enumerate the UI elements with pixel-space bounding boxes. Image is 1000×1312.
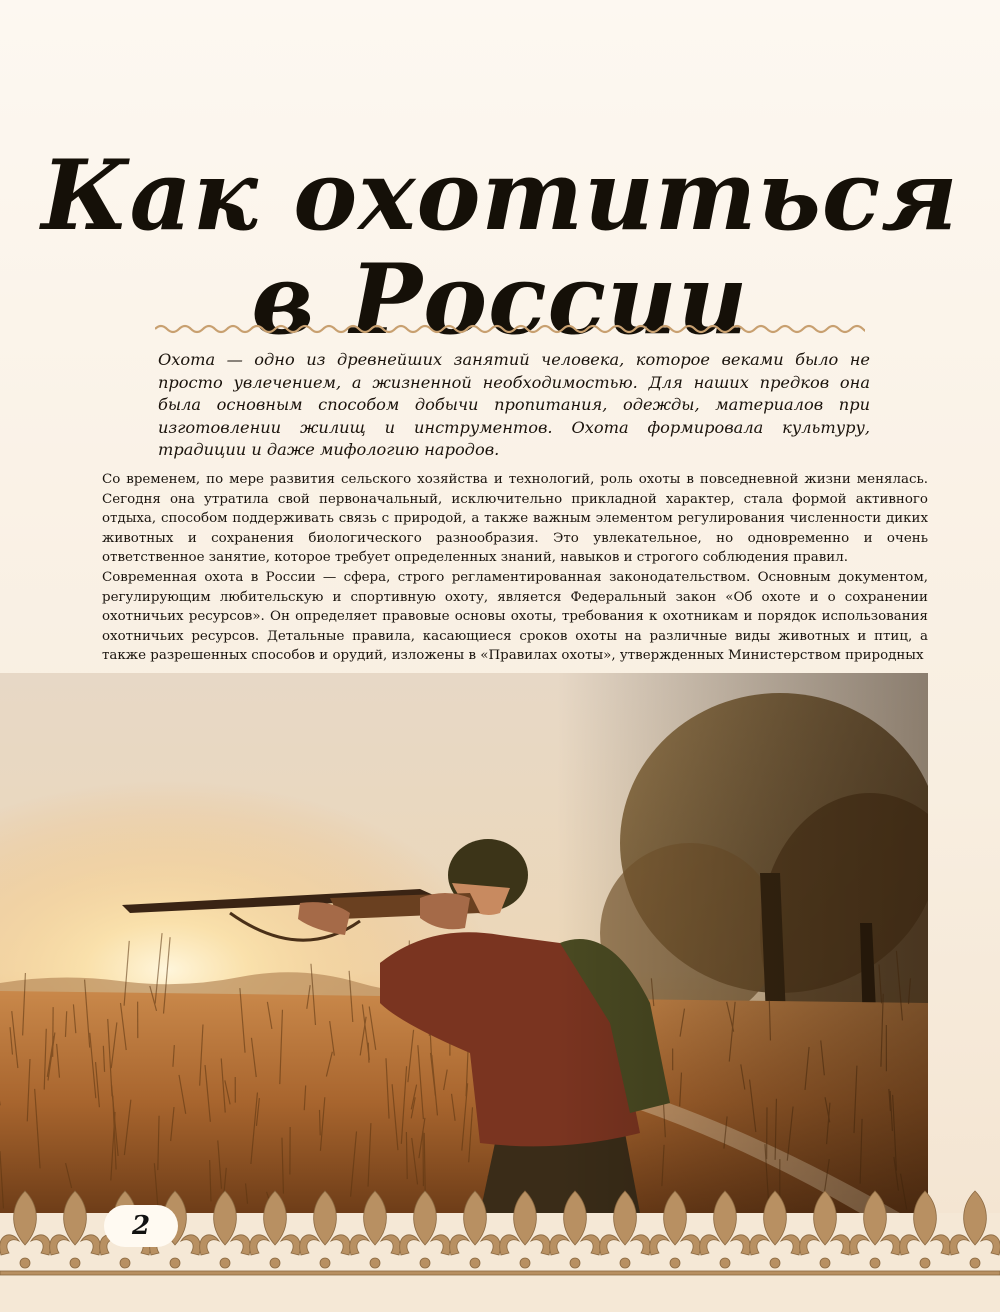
body-paragraph-1: Со временем, по мере развития сельского хозяйства и технологий, роль охоты в повседневной жизни менялась. Сегодня она утратила свой первоначальный, исключительно прикладной характер, стала формой активного отдыха, способом поддерживать связь с природой, а также важным элементом регулирования численности диких животных и сохранения биологического разнообразия. Это увлекательное, но одновременно и очень ответственное занятие, которое требует определенных знаний, навыков и строгого соблюдения правил.: [102, 472, 928, 566]
body-text: [102, 470, 928, 666]
title-line-1: Как охотиться: [41, 139, 959, 253]
title-line-2: в России: [251, 243, 749, 357]
body-paragraph-2: Современная охота в России — сфера, строго регламентированная законодательством. Основным документом, регулирующим любительскую и спортивную охоту, является Федеральный закон «Об охоте и о сохранении охотничьих ресурсов». Он определяет правовые основы охоты, требования к охотникам и порядок использования охотничьих ресурсов. Детальные правила, касающиеся сроков охоты на различные виды животных и птиц, а также разрешенных способов и орудий, изложены в «Правилах охоты», утвержденных Министерством природных: [102, 569, 928, 664]
lead-paragraph: Охота — одно из древнейших занятий человека, которое веками было не просто увлечением, а жизненной необходимостью. Для наших предков она была основным способом добычи пропитания, одежды, материалов при изготовлении жилищ и инструментов. Охота формировала культуру, традиции и даже мифологию народов.: [158, 350, 870, 460]
page-number: 2: [104, 1205, 178, 1247]
hunter-photo: [0, 673, 928, 1213]
wavy-divider: [155, 322, 865, 336]
